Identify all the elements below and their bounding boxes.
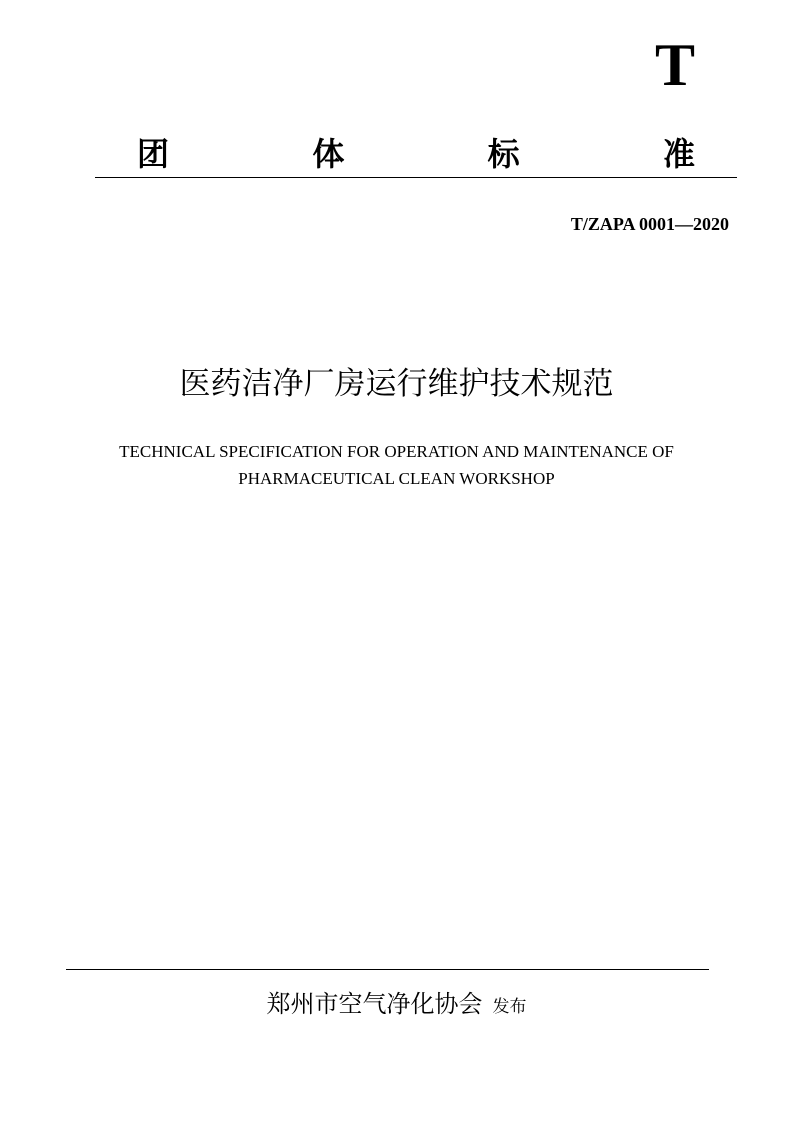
standard-code: T/ZAPA 0001—2020: [570, 214, 729, 234]
publisher-block: [0, 986, 793, 1025]
publisher-name: 郑州市空气净化协会: [266, 990, 483, 1018]
footer-divider: [66, 969, 709, 970]
standard-category-letter: T: [655, 32, 696, 98]
standard-type-char: 团: [137, 135, 170, 173]
document-title-chinese: 医药洁净厂房运行维护技术规范: [179, 366, 614, 402]
document-title-english: [0, 438, 793, 492]
publish-label: 发布: [492, 997, 527, 1017]
header-divider: [95, 177, 737, 178]
english-title-line: TECHNICAL SPECIFICATION FOR OPERATION AND MAINTENANCE OF: [119, 442, 674, 461]
english-title-line: PHARMACEUTICAL CLEAN WORKSHOP: [238, 469, 555, 488]
standard-type-char: 准: [662, 135, 695, 173]
standard-type-heading: [95, 132, 737, 176]
standard-type-char: 体: [312, 135, 345, 173]
standard-type-char: 标: [487, 135, 520, 173]
